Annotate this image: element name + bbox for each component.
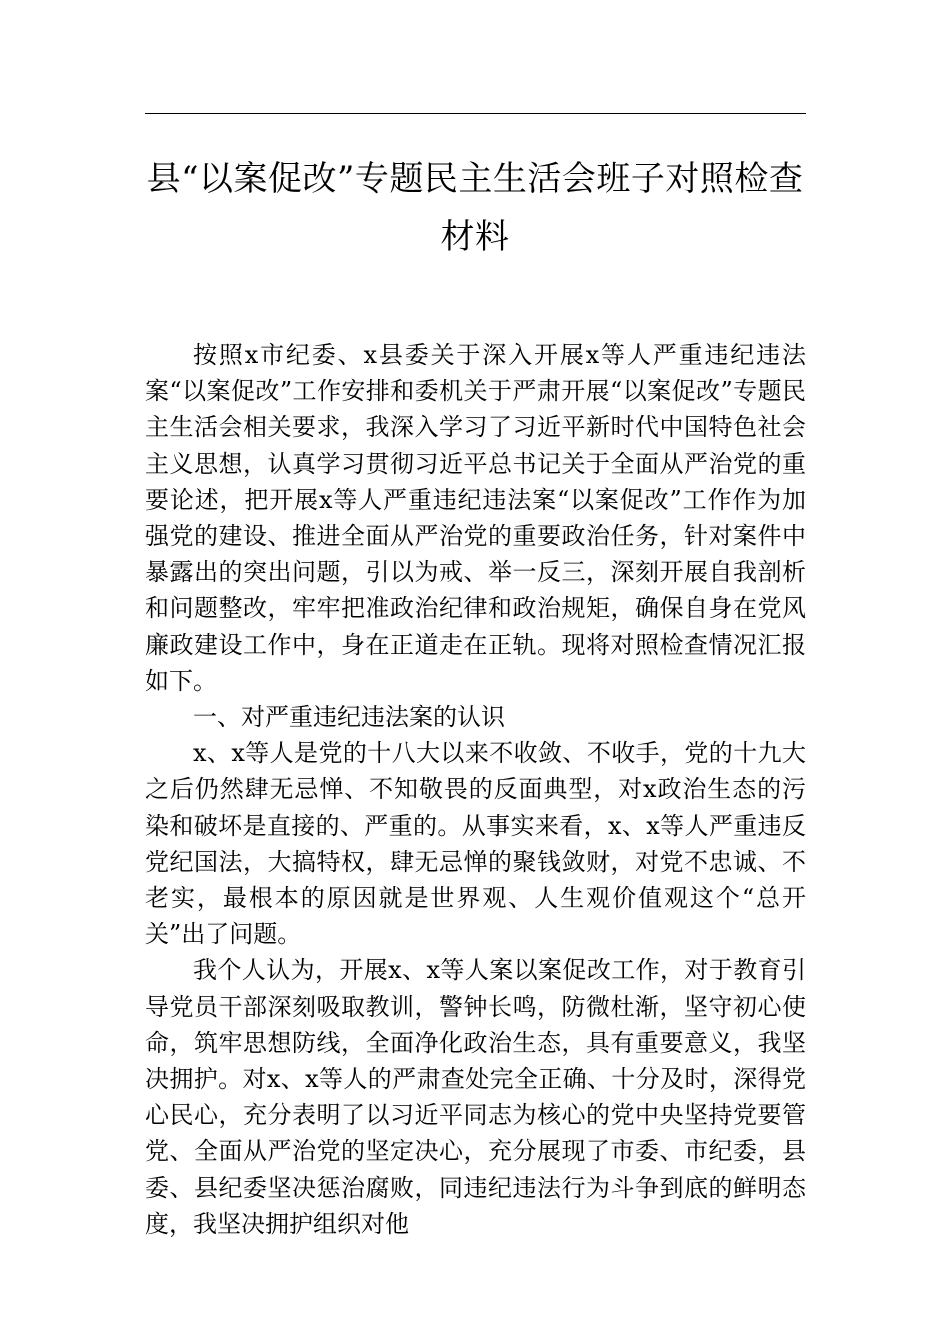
- title-line-1: 县“以案促改”专题民主生活会班子对照检查: [146, 159, 804, 199]
- header-rule: [145, 113, 806, 114]
- paragraph-opinion: 我个人认为，开展x、x等人案以案促改工作，对于教育引导党员干部深刻吸取教训，警钟长鸣，防微杜渐，坚守初心使命，筑牢思想防线，全面净化政治生态，具有重要意义，我坚决拥护。对x、x等人的严肃查处完全正确、十分及时，深得党心民心，充分表明了以习近平同志为核心的党中央坚持党要管党、全面从严治党的坚定决心，充分展现了市委、市纪委，县委、县纪委坚决惩治腐败，同违纪违法行为斗争到底的鲜明态度，我坚决拥护组织对他: [145, 956, 806, 1238]
- document-body: [145, 337, 806, 1242]
- document-title: [120, 150, 830, 266]
- title-line-2: 材料: [440, 217, 510, 257]
- section-heading-1: 一、对严重违纪违法案的认识: [193, 703, 505, 732]
- paragraph-analysis: x、x等人是党的十八大以来不收敛、不收手，党的十九大之后仍然肆无忌惮、不知敬畏的反面典型，对x政治生态的污染和破坏是直接的、严重的。从事实来看，x、x等人严重违反党纪国法，大搞特权，肆无忌惮的聚钱敛财，对党不忠诚、不老实，最根本的原因就是世界观、人生观价值观这个“总开关”出了问题。: [145, 739, 806, 949]
- paragraph-intro: 按照x市纪委、x县委关于深入开展x等人严重违纪违法案“以案促改”工作安排和委机关于严肃开展“以案促改”专题民主生活会相关要求，我深入学习了习近平新时代中国特色社会主义思想，认真学习贯彻习近平总书记关于全面从严治党的重要论述，把开展x等人严重违纪违法案“以案促改”工作作为加强党的建设、推进全面从严治党的重要政治任务，针对案件中暴露出的突出问题，引以为戒、举一反三，深刻开展自我剖析和问题整改，牢牢把准政治纪律和政治规矩，确保自身在党风廉政建设工作中，身在正道走在正轨。现将对照检查情况汇报如下。: [145, 341, 806, 695]
